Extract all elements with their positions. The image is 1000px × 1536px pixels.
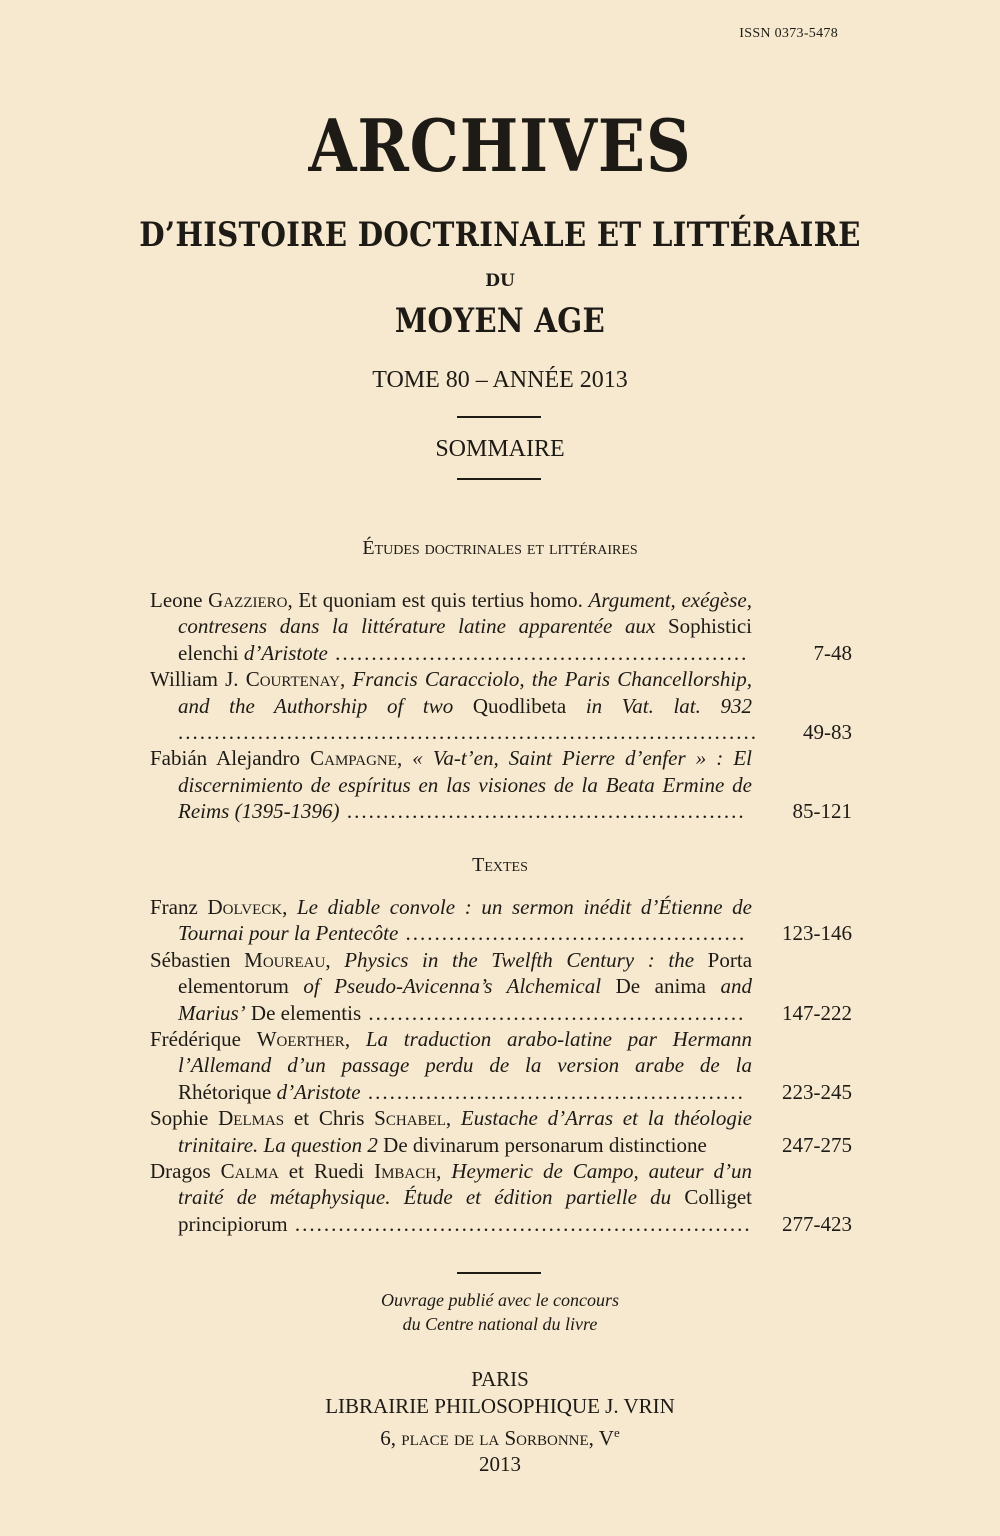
author-surname: Delmas (218, 1106, 285, 1131)
article-title-roman: Sophistici elenchi (178, 614, 752, 665)
article-title: Argument, exégèse, contresens dans la littérature latine apparentée aux (178, 588, 752, 639)
article-title: Francis Caracciolo, the Paris Chancellorship, and the Authorship of two (178, 667, 752, 718)
address-text: 6, place de la Sorbonne, V (380, 1426, 614, 1450)
article-title-italic: and Marius’ (178, 974, 753, 1025)
leader-dots: ............................................................... (287, 1211, 752, 1236)
divider-rule (457, 478, 541, 480)
leader-dots: .................................................... (361, 1000, 746, 1025)
article-title-roman: De divinarum personarum distinctione (377, 1132, 707, 1157)
leader-dots: ................................................................................ (178, 720, 758, 745)
author-first-name: William J. (150, 667, 246, 692)
author-surname: Dolveck (207, 895, 283, 919)
author-first-name: Leone (150, 588, 209, 612)
separator: , (282, 895, 297, 919)
support-note-line2: du Centre national du livre (402, 1314, 598, 1334)
toc-entry (150, 666, 852, 745)
journal-subtitle-line3: MOYEN AGE (394, 301, 606, 341)
article-title-roman: Porta elementorum (178, 947, 753, 999)
page-range: 7-48 (813, 640, 852, 665)
separator: , (396, 746, 413, 771)
author-first-name: Dragos (150, 1159, 221, 1184)
address-superscript: e (613, 1425, 620, 1440)
leader-dots: ....................................................... (339, 799, 746, 824)
article-title-italic: of Pseudo-Avicenna’s Alchemical (303, 974, 602, 999)
author-surname: Woerther (256, 1027, 345, 1052)
journal-subtitle-line2: DU (485, 271, 515, 291)
contents-heading: SOMMAIRE (435, 436, 565, 462)
article-title-roman: De anima (601, 974, 721, 999)
article-title: « Va-t’en, Saint Pierre d’enfer » : El discernimiento de espíritus en las visiones de la Beata Ermine de Reims (1395-1396) (178, 746, 753, 824)
author-first-name: Sébastien (150, 947, 245, 972)
author-surname: Imbach (374, 1159, 437, 1184)
page-range: 277-423 (782, 1211, 852, 1236)
toc-entry-text (150, 894, 752, 947)
conjunction: et Chris (284, 1106, 375, 1131)
separator: , (339, 667, 353, 692)
article-title-roman: Rhétorique (178, 1079, 277, 1104)
journal-title: ARCHIVES (308, 103, 692, 188)
separator: , (325, 947, 345, 972)
separator: , (445, 1106, 461, 1131)
toc-entry-text (150, 666, 758, 745)
article-title-italic: d’Aristote (276, 1079, 361, 1104)
toc-entry (150, 1158, 852, 1237)
toc-entry (150, 894, 852, 947)
issn-number: ISSN 0373-5478 (739, 26, 838, 41)
section-heading-etudes: Études doctrinales et littéraires (362, 537, 638, 559)
article-title: Physics in the Twelfth Century : the (344, 947, 695, 972)
section-entries-etudes (150, 587, 852, 825)
article-title: Heymeric de Campo, auteur d’un traité de métaphysique. Étude et édition partielle du (178, 1159, 752, 1210)
page-range: 123-146 (782, 921, 852, 946)
leader-dots: .................................................... (360, 1079, 745, 1104)
section-heading-textes: Textes (472, 854, 528, 876)
toc-entry-text (150, 1026, 752, 1105)
page-range: 223-245 (782, 1079, 852, 1104)
author-surname: Courtenay (245, 667, 340, 692)
conjunction: et Ruedi (278, 1159, 375, 1184)
section-entries-textes (150, 894, 852, 1237)
article-title: Eustache d’Arras et la théologie trinitaire. La question 2 (178, 1106, 753, 1157)
page-range: 147-222 (782, 1000, 852, 1025)
article-title-italic: in Vat. lat. 932 (585, 693, 752, 718)
author-first-name: Fabián Alejandro (150, 746, 311, 771)
leader-dots: ............................................... (398, 921, 747, 946)
journal-subtitle-line1: D’HISTOIRE DOCTRINALE ET LITTÉRAIRE (139, 215, 861, 255)
separator: , (344, 1027, 366, 1052)
article-title-roman: De elementis (245, 1000, 362, 1025)
author-surname: Campagne (310, 746, 397, 771)
article-title-italic: d’Aristote (243, 640, 328, 665)
article-title-roman: Quodlibeta (453, 693, 586, 718)
publication-year: 2013 (479, 1452, 521, 1476)
publisher-name: LIBRAIRIE PHILOSOPHIQUE J. VRIN (325, 1394, 675, 1418)
author-first-name: Frédérique (150, 1027, 257, 1052)
toc-entry (150, 1026, 852, 1105)
article-title-roman: Colliget principiorum (178, 1185, 752, 1236)
divider-rule (457, 1272, 541, 1274)
toc-entry-text (150, 1158, 752, 1237)
page-range: 85-121 (792, 799, 852, 824)
author-first-name: Sophie (150, 1106, 219, 1131)
toc-entry (150, 1105, 852, 1158)
leader-dots: ......................................................... (327, 640, 749, 665)
author-surname: Schabel (374, 1106, 446, 1131)
article-title: La traduction arabo-latine par Hermann l’Allemand d’un passage perdu de la version arabe de la (178, 1027, 753, 1078)
author-surname: Calma (220, 1159, 279, 1184)
volume-year: TOME 80 – ANNÉE 2013 (372, 367, 628, 393)
publisher-city: PARIS (471, 1367, 529, 1391)
toc-entry (150, 947, 852, 1026)
divider-rule (457, 416, 541, 418)
author-surname: Moureau (244, 947, 326, 972)
page-range: 49-83 (803, 720, 852, 745)
toc-entry-text (150, 745, 752, 824)
support-note-line1: Ouvrage publié avec le concours (381, 1290, 619, 1310)
separator: , (436, 1159, 452, 1184)
author-first-name: Franz (150, 895, 208, 919)
publisher-address (0, 1419, 1000, 1452)
author-surname: Gazziero (208, 588, 288, 612)
toc-entry-text (150, 1105, 752, 1158)
separator: , Et quoniam est quis tertius homo. (287, 588, 589, 612)
toc-entry-text (150, 947, 752, 1026)
article-title: Le diable convole : un sermon inédit d’Étienne de Tournai pour la Pentecôte (178, 895, 752, 946)
page-range: 247-275 (782, 1132, 852, 1157)
toc-entry (150, 745, 852, 824)
toc-entry (150, 587, 852, 666)
toc-entry-text (150, 587, 752, 666)
